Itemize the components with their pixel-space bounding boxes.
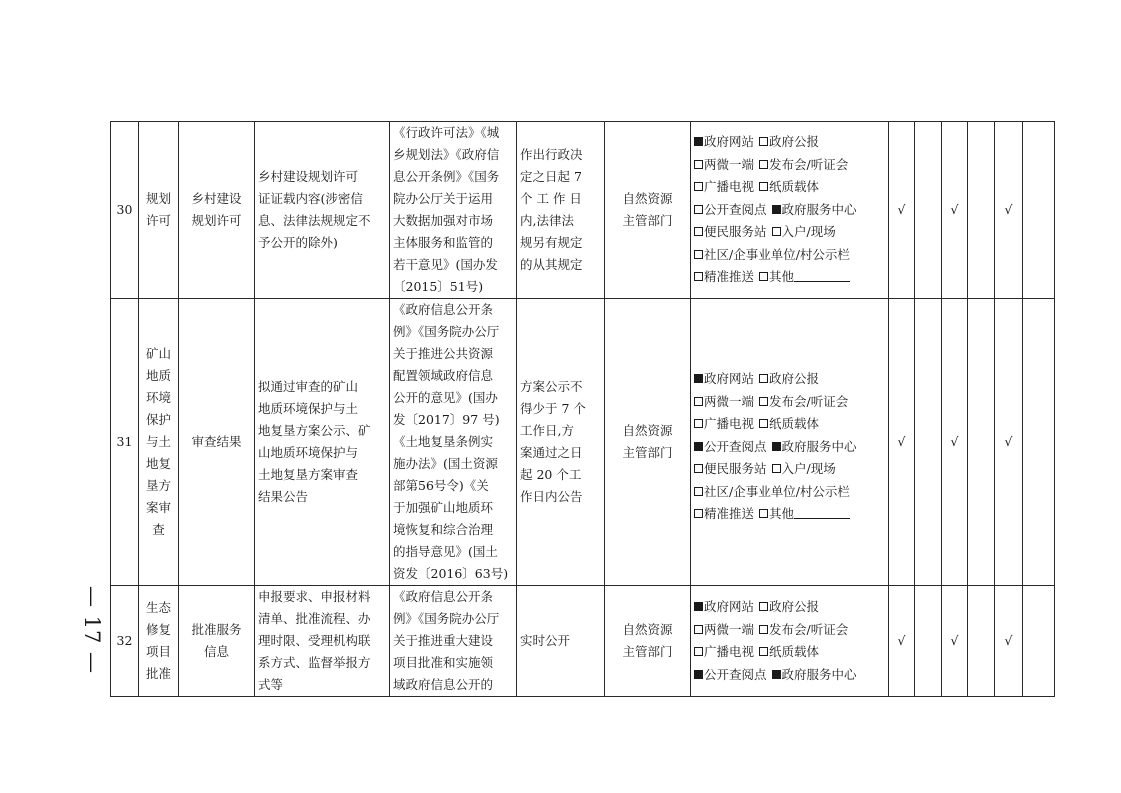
- check-cell: [968, 299, 995, 586]
- channel-option-label: 其他: [769, 506, 795, 522]
- content-cell: [255, 122, 390, 299]
- unchecked-box-icon: [694, 160, 703, 169]
- checked-box-icon: [772, 442, 781, 451]
- content-cell: [255, 586, 390, 697]
- basis-lines-line: 公开的意见》(国办: [393, 390, 498, 405]
- channel-option-label: 社区/企事业单位/村公示栏: [704, 483, 850, 499]
- category-lines-line: 批准: [145, 666, 171, 681]
- time-lines-line: 的从其规定: [520, 257, 583, 272]
- basis-lines-line: 配置领域政府信息: [393, 368, 494, 383]
- channel-option-label: 发布会/听证会: [769, 156, 849, 172]
- channel-option: [759, 644, 819, 659]
- time-lines-line: 定之日起 7: [520, 169, 582, 184]
- unchecked-box-icon: [694, 272, 703, 281]
- unchecked-box-icon: [694, 647, 703, 656]
- basis-lines-line: 境恢复和综合治理: [393, 522, 494, 537]
- category-lines-line: 生态: [145, 600, 171, 615]
- channel-option-label: 政府服务中心: [781, 438, 857, 454]
- check-cell: √: [889, 586, 915, 697]
- channel-option-label: 公开查阅点: [704, 666, 767, 682]
- check-cell: [1023, 299, 1055, 586]
- time-lines-line: 内,法律法: [520, 213, 574, 228]
- unchecked-box-icon: [694, 227, 703, 236]
- category-lines-line: 许可: [145, 213, 171, 228]
- channel-option-label: 政府网站: [704, 371, 755, 387]
- row-number: 31: [111, 299, 139, 586]
- checked-box-icon: [694, 374, 703, 383]
- unchecked-box-icon: [694, 205, 703, 214]
- category-lines-line: 规划: [145, 191, 171, 206]
- channel-option-label: 便民服务站: [704, 461, 767, 477]
- basis-lines-line: 院办公厅关于运用: [393, 191, 494, 206]
- dept-lines-line: 自然资源: [622, 622, 673, 637]
- content-lines-line: 地质环境保护与土: [258, 401, 359, 416]
- unchecked-box-icon: [759, 137, 768, 146]
- channel-option: [694, 599, 754, 614]
- channel-option: [694, 247, 850, 262]
- unchecked-box-icon: [759, 272, 768, 281]
- basis-lines-line: 关于推进重大建设: [393, 633, 494, 648]
- basis-lines-line: 于加强矿山地质环: [393, 500, 494, 515]
- item-cell: [179, 122, 255, 299]
- basis-lines-line: 例》《国务院办公厅: [393, 611, 500, 626]
- channel-option: [694, 157, 754, 172]
- table-body: [111, 122, 1055, 697]
- channel-option: [694, 439, 767, 454]
- channel-cell: [691, 586, 889, 697]
- department-cell: [605, 122, 691, 299]
- channel-option-label: 入户/现场: [781, 224, 836, 240]
- channel-option-label: 广播电视: [704, 644, 755, 659]
- basis-lines-line: 《土地复垦条例实: [393, 434, 494, 449]
- basis-cell: [390, 299, 517, 586]
- channel-option-label: 发布会/听证会: [769, 393, 849, 409]
- content-lines-line: 理时限、受理机构联: [258, 633, 371, 648]
- basis-cell: [390, 122, 517, 299]
- category-lines-line: 矿山: [145, 346, 171, 361]
- category-cell: [139, 122, 179, 299]
- channel-line: [694, 458, 885, 481]
- unchecked-box-icon: [759, 647, 768, 656]
- unchecked-box-icon: [759, 602, 768, 611]
- checked-box-icon: [772, 670, 781, 679]
- basis-lines-line: 息公开条例》《国务: [393, 169, 500, 184]
- check-cell: √: [889, 299, 915, 586]
- content-lines-line: 拟通过审查的矿山: [258, 379, 359, 394]
- dept-lines-line: 主管部门: [622, 644, 673, 659]
- channel-option: [694, 461, 767, 476]
- channel-line: [694, 368, 885, 391]
- channel-option: [694, 416, 754, 431]
- channel-option: [694, 224, 767, 239]
- unchecked-box-icon: [759, 625, 768, 634]
- checked-box-icon: [694, 442, 703, 451]
- time-lines-line: 作日内公告: [520, 489, 583, 504]
- content-lines-line: 地复垦方案公示、矿: [258, 423, 371, 438]
- unchecked-box-icon: [759, 419, 768, 428]
- channel-option: [772, 439, 857, 454]
- dept-lines-line: 自然资源: [622, 191, 673, 206]
- category-lines-line: 环境: [145, 390, 171, 405]
- channel-line: [694, 619, 885, 642]
- basis-cell: [390, 586, 517, 697]
- channel-option: [759, 269, 850, 284]
- channel-line: [694, 131, 885, 154]
- time-limit-cell: [517, 122, 605, 299]
- channel-option-label: 两微一端: [704, 156, 755, 172]
- channel-option-label: 发布会/听证会: [769, 621, 849, 637]
- channel-option-label: 其他: [769, 269, 795, 285]
- category-lines-line: 案审: [145, 500, 171, 515]
- content-lines-line: 证证载内容(涉密信: [258, 191, 363, 206]
- basis-lines-line: 施办法》(国土资源: [393, 456, 498, 471]
- channel-option: [759, 599, 819, 614]
- channel-option-label: 政府公报: [769, 134, 820, 150]
- channel-option: [694, 484, 850, 499]
- fill-in-blank: [794, 506, 850, 519]
- channel-line: [694, 391, 885, 414]
- channel-cell: [691, 299, 889, 586]
- channel-option: [772, 224, 836, 239]
- row-number: 32: [111, 586, 139, 697]
- time-limit-cell: [517, 586, 605, 697]
- channel-option-label: 政府网站: [704, 134, 755, 150]
- content-lines-line: 系方式、监督举报方: [258, 655, 371, 670]
- unchecked-box-icon: [772, 227, 781, 236]
- checked-box-icon: [694, 602, 703, 611]
- unchecked-box-icon: [759, 160, 768, 169]
- channel-option-label: 便民服务站: [704, 224, 767, 240]
- basis-lines-line: 的指导意见》(国土: [393, 544, 498, 559]
- category-lines-line: 与土: [145, 434, 171, 449]
- basis-lines-line: 主体服务和监管的: [393, 235, 494, 250]
- check-cell: √: [995, 586, 1023, 697]
- check-cell: [968, 122, 995, 299]
- channel-line: [694, 596, 885, 619]
- check-cell: [1023, 122, 1055, 299]
- channel-option-label: 两微一端: [704, 393, 755, 409]
- category-lines-line: 地复: [145, 456, 171, 471]
- disclosure-table: [110, 121, 1055, 697]
- unchecked-box-icon: [694, 487, 703, 496]
- check-cell: √: [942, 586, 968, 697]
- channel-line: [694, 154, 885, 177]
- channel-option-label: 公开查阅点: [704, 438, 767, 454]
- content-lines-line: 山地质环境保护与: [258, 445, 359, 460]
- time-lines-line: 个 工 作 日: [520, 191, 582, 206]
- channel-option-label: 纸质载体: [769, 179, 820, 195]
- channel-line: [694, 664, 885, 687]
- basis-lines-line: 〔2015〕51号): [393, 279, 484, 294]
- check-cell: √: [889, 122, 915, 299]
- channel-line: [694, 266, 885, 289]
- channel-option-label: 社区/企事业单位/村公示栏: [704, 246, 850, 262]
- table-row: [111, 122, 1055, 299]
- check-cell: [968, 586, 995, 697]
- content-cell: [255, 299, 390, 586]
- unchecked-box-icon: [694, 419, 703, 428]
- channel-option-label: 广播电视: [704, 179, 755, 195]
- unchecked-box-icon: [759, 374, 768, 383]
- check-cell: [915, 299, 942, 586]
- content-lines-line: 予公开的除外): [258, 235, 338, 250]
- channel-line: [694, 481, 885, 504]
- basis-lines-line: 资发〔2016〕63号): [393, 566, 509, 581]
- channel-option: [694, 394, 754, 409]
- check-cell: √: [995, 122, 1023, 299]
- channel-line: [694, 436, 885, 459]
- content-lines-line: 乡村建设规划许可: [258, 169, 359, 184]
- unchecked-box-icon: [694, 509, 703, 518]
- channel-option-label: 精准推送: [704, 269, 755, 285]
- channel-option-label: 政府网站: [704, 599, 755, 614]
- channel-option: [759, 371, 819, 386]
- unchecked-box-icon: [694, 182, 703, 191]
- channel-option: [759, 179, 819, 194]
- channel-option: [694, 644, 754, 659]
- channel-option-label: 纸质载体: [769, 644, 820, 659]
- channel-option-label: 纸质载体: [769, 416, 820, 432]
- check-cell: [1023, 586, 1055, 697]
- checked-box-icon: [694, 670, 703, 679]
- time-lines-line: 实时公开: [520, 633, 571, 648]
- department-cell: [605, 586, 691, 697]
- content-lines-line: 结果公告: [258, 489, 309, 504]
- channel-option-label: 政府公报: [769, 599, 820, 614]
- channel-option: [694, 202, 767, 217]
- channel-option-label: 政府服务中心: [781, 666, 857, 682]
- channel-option: [759, 416, 819, 431]
- category-lines-line: 保护: [145, 412, 171, 427]
- unchecked-box-icon: [694, 625, 703, 634]
- basis-lines-line: 例》《国务院办公厅: [393, 324, 500, 339]
- item-lines-line: 规划许可: [191, 213, 242, 228]
- basis-lines-line: 部第56号令)《关: [393, 478, 489, 493]
- item-lines-line: 批准服务: [191, 622, 242, 637]
- channel-line: [694, 503, 885, 526]
- content-lines-line: 息、法律法规规定不: [258, 213, 371, 228]
- table-row: [111, 299, 1055, 586]
- category-lines-line: 查: [152, 522, 165, 537]
- item-lines-line: 乡村建设: [191, 191, 242, 206]
- channel-option: [694, 667, 767, 682]
- category-lines-line: 地质: [145, 368, 171, 383]
- content-lines-line: 清单、批准流程、办: [258, 611, 371, 626]
- channel-option: [694, 269, 754, 284]
- channel-option: [694, 134, 754, 149]
- channel-option: [694, 506, 754, 521]
- channel-line: [694, 244, 885, 267]
- basis-lines-line: 大数据加强对市场: [393, 213, 494, 228]
- channel-line: [694, 176, 885, 199]
- unchecked-box-icon: [759, 397, 768, 406]
- time-lines-line: 案通过之日: [520, 445, 583, 460]
- channel-option: [759, 394, 848, 409]
- check-cell: √: [995, 299, 1023, 586]
- content-lines-line: 申报要求、申报材料: [258, 589, 371, 604]
- checked-box-icon: [694, 137, 703, 146]
- category-lines-line: 垦方: [145, 478, 171, 493]
- unchecked-box-icon: [694, 250, 703, 259]
- table-row: [111, 586, 1055, 697]
- checked-box-icon: [772, 205, 781, 214]
- channel-line: [694, 199, 885, 222]
- time-lines-line: 方案公示不: [520, 379, 583, 394]
- basis-lines-line: 《政府信息公开条: [393, 589, 494, 604]
- basis-lines-line: 关于推进公共资源: [393, 346, 494, 361]
- unchecked-box-icon: [694, 397, 703, 406]
- category-cell: [139, 586, 179, 697]
- department-cell: [605, 299, 691, 586]
- dept-lines-line: 主管部门: [622, 445, 673, 460]
- channel-option: [694, 622, 754, 637]
- category-lines-line: 项目: [145, 644, 171, 659]
- channel-option-label: 政府公报: [769, 371, 820, 387]
- time-lines-line: 作出行政决: [520, 147, 583, 162]
- category-cell: [139, 299, 179, 586]
- unchecked-box-icon: [759, 182, 768, 191]
- channel-option-label: 广播电视: [704, 416, 755, 432]
- category-lines-line: 修复: [145, 622, 171, 637]
- channel-cell: [691, 122, 889, 299]
- unchecked-box-icon: [694, 464, 703, 473]
- time-lines-line: 起 20 个工: [520, 467, 582, 482]
- basis-lines-line: 域政府信息公开的: [393, 677, 494, 692]
- unchecked-box-icon: [772, 464, 781, 473]
- channel-option-label: 入户/现场: [781, 461, 836, 477]
- check-cell: [915, 122, 942, 299]
- basis-lines-line: 乡规划法》《政府信: [393, 147, 500, 162]
- channel-option: [694, 179, 754, 194]
- unchecked-box-icon: [759, 509, 768, 518]
- time-lines-line: 工作日,方: [520, 423, 574, 438]
- dept-lines-line: 自然资源: [622, 423, 673, 438]
- channel-option: [759, 157, 848, 172]
- content-lines-line: 式等: [258, 677, 284, 692]
- channel-option-label: 两微一端: [704, 621, 755, 637]
- channel-option-label: 公开查阅点: [704, 201, 767, 217]
- fill-in-blank: [794, 269, 850, 282]
- item-cell: [179, 299, 255, 586]
- basis-lines-line: 若干意见》(国办发: [393, 257, 498, 272]
- channel-option: [694, 371, 754, 386]
- spacer: [694, 358, 885, 368]
- time-limit-cell: [517, 299, 605, 586]
- channel-option: [759, 134, 819, 149]
- channel-option: [772, 461, 836, 476]
- channel-option-label: 政府服务中心: [781, 201, 857, 217]
- check-cell: √: [942, 299, 968, 586]
- item-lines-line: 审查结果: [191, 434, 242, 449]
- row-number: 30: [111, 122, 139, 299]
- check-cell: √: [942, 122, 968, 299]
- item-cell: [179, 586, 255, 697]
- page-number: — 17 —: [80, 585, 104, 675]
- channel-line: [694, 221, 885, 244]
- dept-lines-line: 主管部门: [622, 213, 673, 228]
- basis-lines-line: 发〔2017〕97 号): [393, 412, 500, 427]
- channel-option: [759, 506, 850, 521]
- basis-lines-line: 《行政许可法》《城: [393, 125, 500, 140]
- check-cell: [915, 586, 942, 697]
- basis-lines-line: 项目批准和实施领: [393, 655, 494, 670]
- channel-option: [772, 667, 857, 682]
- channel-option: [772, 202, 857, 217]
- time-lines-line: 得少于 7 个: [520, 401, 586, 416]
- time-lines-line: 规另有规定: [520, 235, 583, 250]
- content-lines-line: 土地复垦方案审查: [258, 467, 359, 482]
- channel-line: [694, 641, 885, 664]
- channel-option-label: 精准推送: [704, 506, 755, 522]
- channel-option: [759, 622, 848, 637]
- item-lines-line: 信息: [203, 644, 229, 659]
- channel-line: [694, 413, 885, 436]
- basis-lines-line: 《政府信息公开条: [393, 302, 494, 317]
